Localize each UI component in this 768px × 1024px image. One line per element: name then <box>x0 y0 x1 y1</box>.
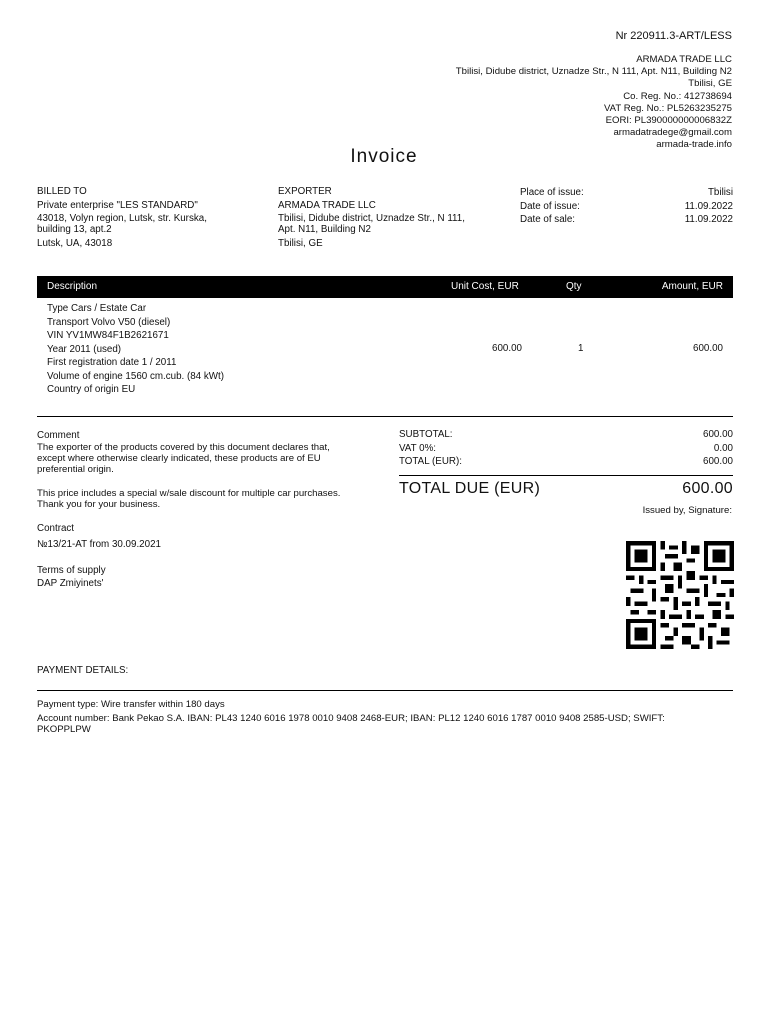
payment-block <box>37 699 737 735</box>
totals-divider <box>399 475 733 476</box>
billed-to-block <box>37 186 257 250</box>
contract-block <box>37 522 161 551</box>
item-vin: VIN YV1MW84F1B2621671 <box>47 330 169 341</box>
terms-label: Terms of supply <box>37 565 106 576</box>
exporter-address-1: Tbilisi, Didube district, Uznadze Str., N 111, <box>278 213 465 224</box>
place-of-issue-value: Tbilisi <box>707 187 733 198</box>
column-amount: Amount, EUR <box>661 281 723 292</box>
account-number-line-2: PKOPPLPW <box>37 724 91 735</box>
seller-eori: EORI: PL390000000006832Z <box>605 115 732 127</box>
payment-divider <box>37 690 733 691</box>
place-of-issue-label: Place of issue: <box>520 187 584 198</box>
account-number-line-1: Account number: Bank Pekao S.A. IBAN: PL43 1240 6016 1978 0010 9408 2468-EUR; IBAN: PL12 1240 6016 1787 0010 9408 2585-USD; SWIFT: <box>37 713 665 724</box>
item-transport: Transport Volvo V50 (diesel) <box>47 316 171 328</box>
seller-address: Tbilisi, Didube district, Uznadze Str., N 111, Apt. N11, Building N2 <box>455 66 732 78</box>
item-year: Year 2011 (used) <box>47 343 122 355</box>
exporter-city: Tbilisi, GE <box>278 238 323 249</box>
comment-label: Comment <box>37 430 80 441</box>
place-of-issue-row <box>520 186 733 200</box>
table-divider <box>37 416 733 417</box>
column-description: Description <box>47 281 98 292</box>
item-type: Type Cars / Estate Car <box>47 303 147 314</box>
totals-block <box>399 428 733 469</box>
total-row <box>399 455 733 469</box>
comment-line: preferential origin. <box>37 464 114 475</box>
seller-details <box>456 54 732 152</box>
invoice-meta <box>520 186 733 227</box>
billed-to-address-2: building 13, apt.2 <box>37 223 112 235</box>
vat-value: 0.00 <box>713 442 733 454</box>
total-due-value: 600.00 <box>682 480 733 497</box>
total-label: TOTAL (EUR): <box>399 456 462 467</box>
payment-details-heading: PAYMENT DETAILS: <box>37 665 129 676</box>
date-of-issue-label: Date of issue: <box>520 200 580 212</box>
item-unit-cost: 600.00 <box>492 343 522 354</box>
seller-website: armada-trade.info <box>656 139 732 151</box>
date-of-sale-value: 11.09.2022 <box>684 214 733 225</box>
total-due-label: TOTAL DUE (EUR) <box>399 480 541 497</box>
items-table-header <box>37 276 733 298</box>
date-of-issue-row <box>520 200 733 214</box>
comment-text-1 <box>37 442 377 475</box>
billed-to-name: Private enterprise "LES STANDARD" <box>37 200 198 211</box>
terms-value: DAP Zmiyinets' <box>37 578 104 589</box>
item-engine-volume: Volume of engine 1560 cm.cub. (84 kWt) <box>47 370 224 382</box>
contract-value: №13/21-AT from 30.09.2021 <box>37 539 161 550</box>
seller-city: Tbilisi, GE <box>688 78 732 90</box>
total-value: 600.00 <box>703 456 733 467</box>
seller-name: ARMADA TRADE LLC <box>636 54 732 65</box>
comment-text-2 <box>37 488 377 510</box>
vat-row <box>399 442 733 456</box>
column-unit-cost: Unit Cost, EUR <box>451 281 519 292</box>
terms-block <box>37 564 106 590</box>
exporter-block <box>278 186 498 250</box>
date-of-sale-label: Date of sale: <box>520 214 576 225</box>
qr-code-icon <box>626 540 734 650</box>
billed-to-city: Lutsk, UA, 43018 <box>37 238 113 249</box>
column-qty: Qty <box>566 281 582 292</box>
item-amount: 600.00 <box>693 343 723 354</box>
date-of-issue-value: 11.09.2022 <box>684 200 733 212</box>
exporter-name: ARMADA TRADE LLC <box>278 200 376 211</box>
comment-line: The exporter of the products covered by this document declares that, <box>37 442 330 453</box>
comment-block <box>37 430 377 510</box>
invoice-header <box>456 30 732 152</box>
seller-vat-reg: VAT Reg. No.: PL5263235275 <box>603 102 732 114</box>
signature-label: Issued by, Signature: <box>642 505 732 516</box>
vat-label: VAT 0%: <box>399 442 437 454</box>
item-country-of-origin: Country of origin EU <box>47 384 136 395</box>
subtotal-label: SUBTOTAL: <box>399 429 453 440</box>
comment-line: This price includes a special w/sale discount for multiple car purchases. <box>37 488 341 499</box>
comment-line: except where otherwise clearly indicated, these products are of EU <box>37 453 321 464</box>
total-due-row <box>399 480 733 498</box>
subtotal-row <box>399 428 733 442</box>
comment-line: Thank you for your business. <box>37 499 161 510</box>
seller-email: armadatradege@gmail.com <box>613 127 732 139</box>
item-qty: 1 <box>578 343 584 354</box>
payment-type: Payment type: Wire transfer within 180 days <box>37 699 225 710</box>
exporter-label: EXPORTER <box>278 186 332 197</box>
invoice-number: Nr 220911.3-ART/LESS <box>615 30 732 42</box>
billed-to-label: BILLED TO <box>37 186 87 197</box>
subtotal-value: 600.00 <box>703 429 733 440</box>
date-of-sale-row <box>520 213 733 227</box>
exporter-address-2: Apt. N11, Building N2 <box>278 223 371 235</box>
contract-label: Contract <box>37 523 75 534</box>
page-title: Invoice <box>350 146 418 167</box>
item-first-registration: First registration date 1 / 2011 <box>47 357 177 368</box>
billed-to-address-1: 43018, Volyn region, Lutsk, str. Kurska, <box>37 213 207 224</box>
item-description <box>47 302 224 397</box>
seller-co-reg: Co. Reg. No.: 412738694 <box>623 90 732 102</box>
